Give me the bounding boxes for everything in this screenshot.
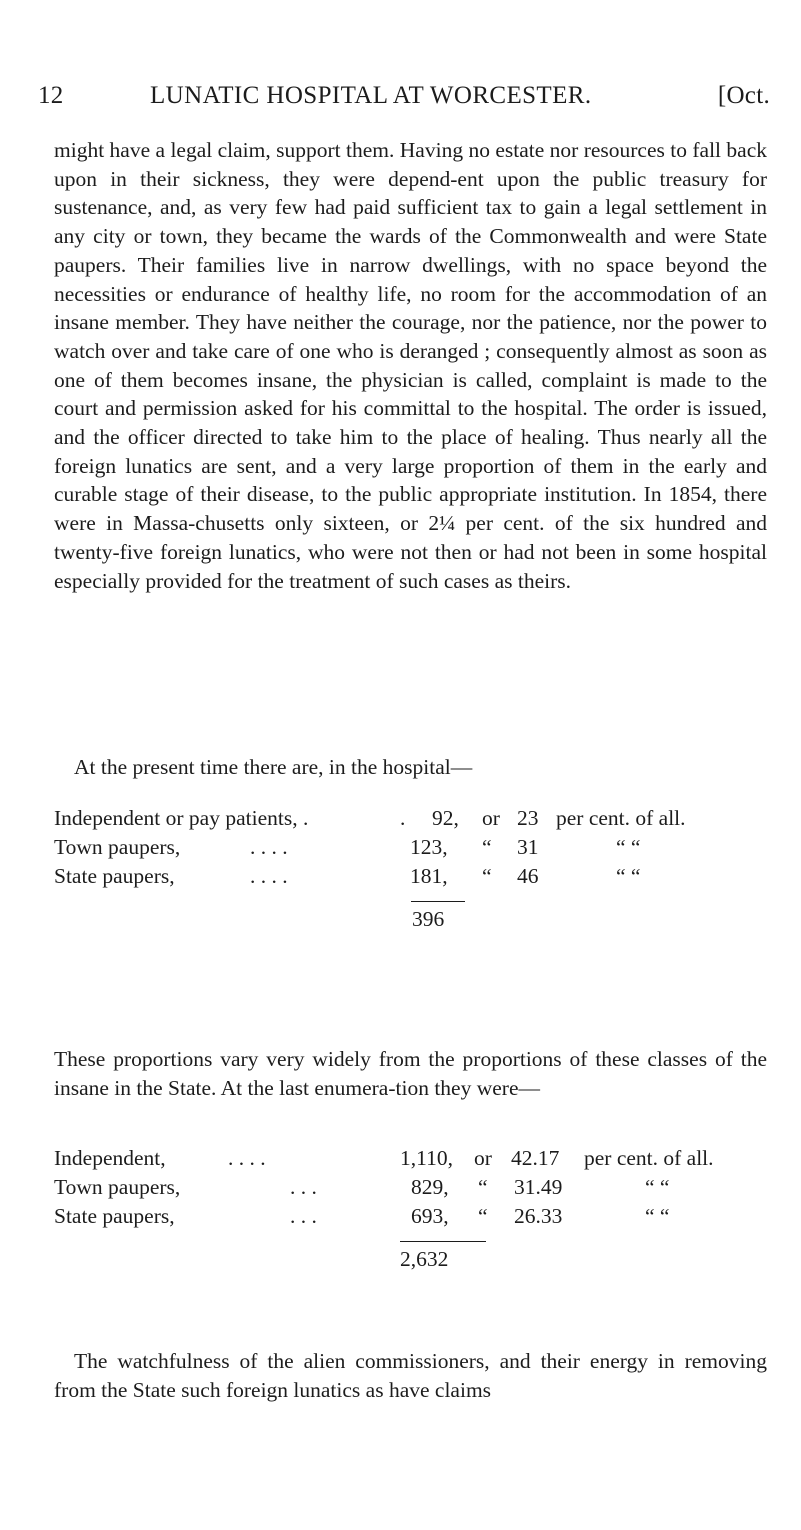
row-percent: 23	[517, 806, 539, 830]
row-label: State paupers,	[54, 864, 175, 888]
row-dots: . . . .	[250, 835, 288, 859]
row-tail: per cent. of all.	[584, 1146, 714, 1170]
row-label: State paupers,	[54, 1204, 175, 1228]
row-dots: . . . .	[228, 1146, 266, 1170]
page-number: 12	[38, 82, 64, 109]
row-dots: . . . .	[250, 864, 288, 888]
paragraph-support: might have a legal claim, support them. Having no estate nor resources to fall back upon in their sickness, they were depend-ent upon the public treasury for sustenance, and, as very few had paid sufficient tax to gain a legal settlement in any city or town, they became the wards of the Commonwealth and were State paupers. Their families live in narrow dwellings, with no space beyond the necessities or endurance of healthy life, no room for the accommodation of an insane member. They have neither the courage, nor the patience, nor the power to watch over and take care of one who is deranged ; consequently almost as soon as one of them becomes insane, the physician is called, complaint is made to the court and permission asked for his committal to the hospital. The order is issued, and the officer directed to take him to the place of healing. Thus nearly all the foreign lunatics are sent, and a very large proportion of them in the early and curable stage of their disease, to the public appropriate institution. In 1854, there were in Massa-chusetts only sixteen, or 2¼ per cent. of the six hundred and twenty-five foreign lunatics, who were not then or had not been in some hospital especially provided for the treatment of such cases as theirs.	[54, 138, 767, 593]
table-total: 396	[412, 907, 445, 931]
row-or: “	[482, 864, 492, 888]
row-tail: “ “	[645, 1204, 670, 1228]
table-total: 2,632	[400, 1247, 449, 1271]
row-percent: 31.49	[514, 1175, 563, 1199]
row-percent: 26.33	[514, 1204, 563, 1228]
row-count: 92,	[432, 806, 459, 830]
running-header	[38, 82, 770, 116]
row-tail: “ “	[645, 1175, 670, 1199]
sum-rule	[411, 901, 465, 902]
paragraph-proportions: These proportions vary very widely from the proportions of these classes of the insane in the State. At the last enumera-tion they were—	[54, 1047, 767, 1100]
row-percent: 31	[517, 835, 539, 859]
row-label: Town paupers,	[54, 835, 181, 859]
row-or: or	[474, 1146, 492, 1170]
row-count: 829,	[411, 1175, 449, 1199]
row-count: 1,110,	[400, 1146, 453, 1170]
running-title: LUNATIC HOSPITAL AT WORCESTER.	[150, 82, 592, 109]
row-dots: . . .	[290, 1204, 317, 1228]
row-percent: 42.17	[511, 1146, 560, 1170]
paragraph-present-time: At the present time there are, in the hospital—	[74, 755, 473, 779]
row-tail: “ “	[616, 835, 641, 859]
row-or: “	[482, 835, 492, 859]
sum-rule	[400, 1241, 486, 1242]
row-label: Independent,	[54, 1146, 166, 1170]
row-tail: “ “	[616, 864, 641, 888]
row-or: “	[478, 1204, 488, 1228]
row-or: “	[478, 1175, 488, 1199]
row-count: 181,	[410, 864, 448, 888]
running-month: [Oct.	[717, 82, 770, 109]
row-or: or	[482, 806, 500, 830]
row-tail: per cent. of all.	[556, 806, 686, 830]
row-label: Town paupers,	[54, 1175, 181, 1199]
row-label: Independent or pay patients, .	[54, 806, 309, 830]
paragraph-text: The watchfulness of the alien commissioners, and their energy in removing from the State such foreign lunatics as have claims	[54, 1349, 767, 1402]
paragraph-watchfulness	[54, 1347, 767, 1405]
row-count: 693,	[411, 1204, 449, 1228]
row-dots: .	[400, 806, 406, 830]
row-percent: 46	[517, 864, 539, 888]
row-dots: . . .	[290, 1175, 317, 1199]
row-count: 123,	[410, 835, 448, 859]
